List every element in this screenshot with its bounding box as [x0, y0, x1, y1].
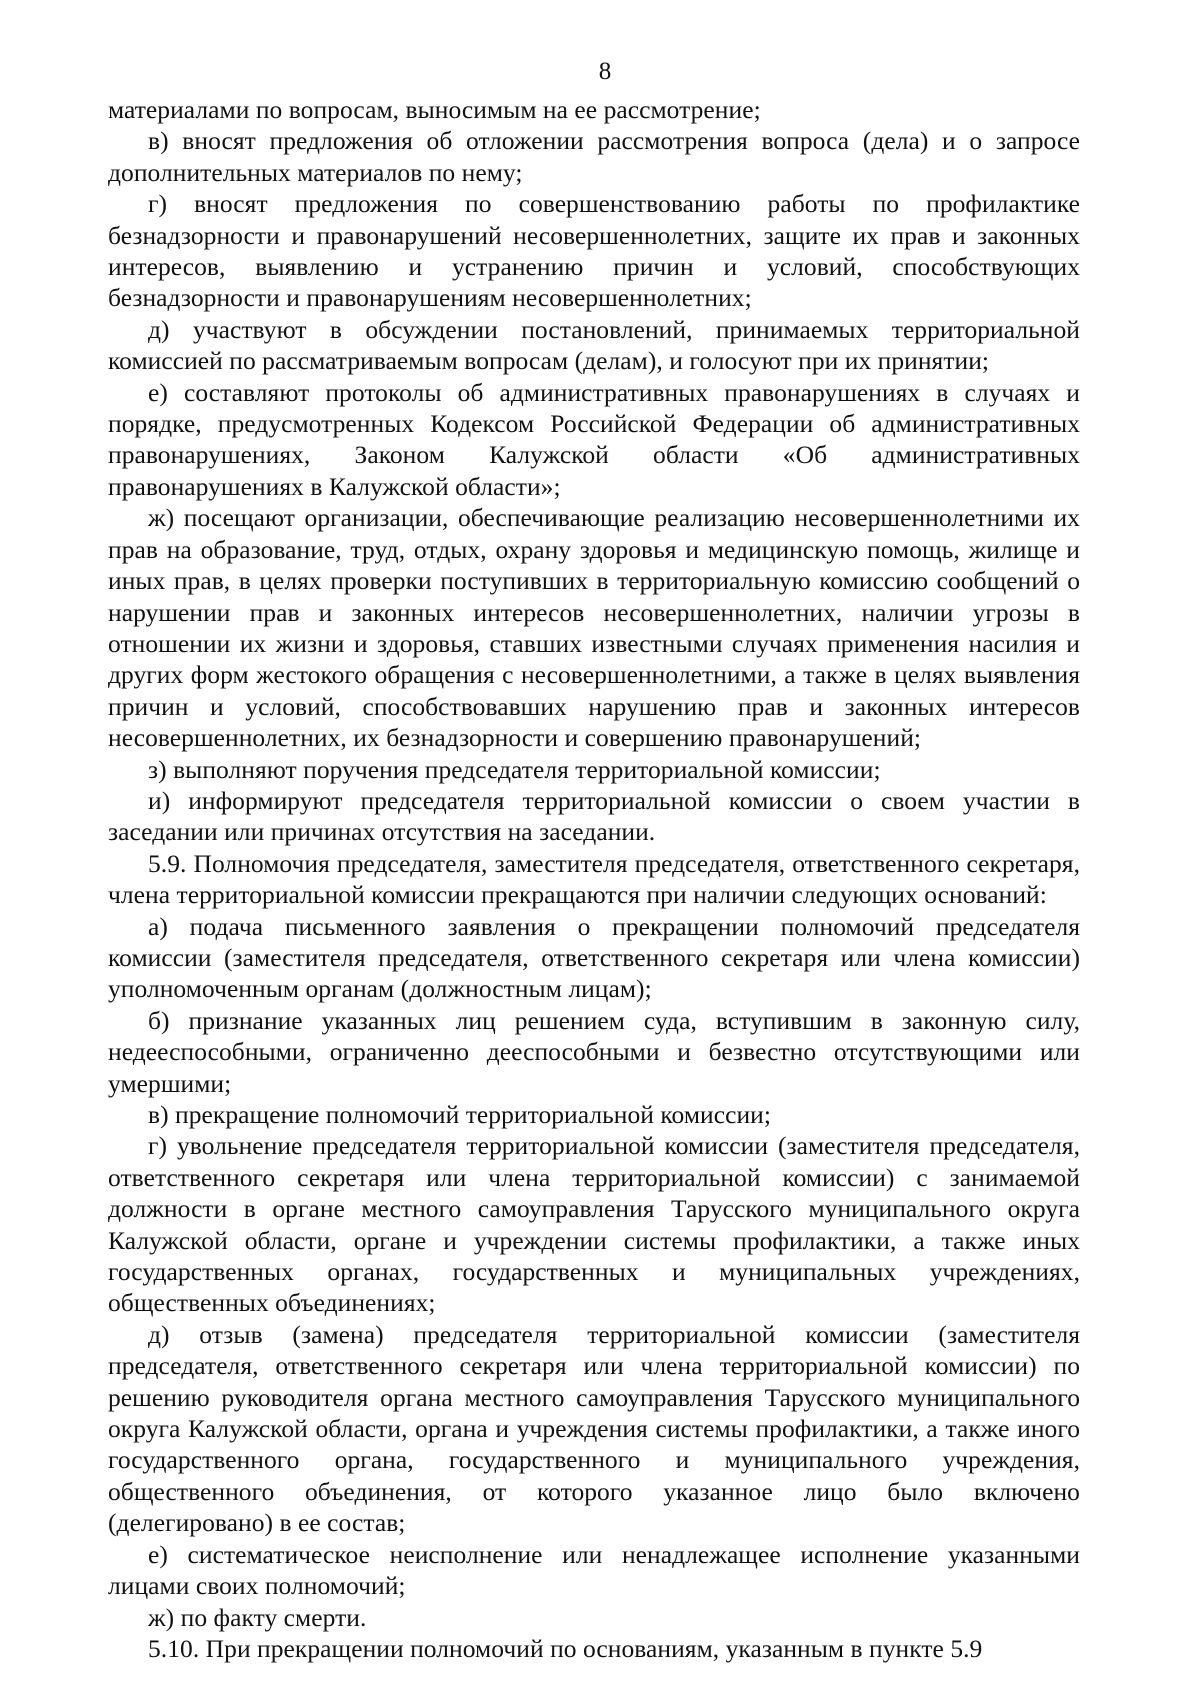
paragraph: е) систематическое неисполнение или ненадлежащее исполнение указанными лицами своих полномочий;	[108, 1539, 1080, 1601]
paragraph: г) увольнение председателя территориальной комиссии (заместителя председателя, ответственного секретаря или члена территориальной комиссии) с занимаемой должности в органе местного самоуправления Тарусского муниципального округа Калужской области, органе и учреждении системы профилактики, а также иных государственных органах, государственных и муниципальных учреждениях, общественных объединениях;	[108, 1131, 1080, 1318]
paragraph: е) составляют протоколы об административных правонарушениях в случаях и порядке, предусмотренных Кодексом Российской Федерации об административных правонарушениях, Законом Калужской области «Об административных правонарушениях в Калужской области»;	[108, 377, 1080, 501]
paragraph: г) вносят предложения по совершенствованию работы по профилактике безнадзорности и правонарушений несовершеннолетних, защите их прав и законных интересов, выявлению и устранению причин и условий, способствующих безнадзорности и правонарушениям несовершеннолетних;	[108, 189, 1080, 313]
paragraph: в) прекращение полномочий территориальной комиссии;	[148, 1100, 772, 1129]
paragraph: 5.10. При прекращении полномочий по основаниям, указанным в пункте 5.9	[148, 1633, 983, 1663]
paragraph: в) вносят предложения об отложении рассмотрения вопроса (дела) и о запросе дополнительных материалов по нему;	[108, 126, 1080, 187]
paragraph: ж) по факту смерти.	[148, 1602, 367, 1632]
paragraph: ж) посещают организации, обеспечивающие реализацию несовершеннолетними их прав на образование, труд, отдых, охрану здоровья и медицинскую помощь, жилище и иных прав, в целях проверки поступивших в территориальную комиссию сообщений о нарушении прав и законных интересов несовершеннолетних, наличии угрозы в отношении их жизни и здоровья, ставших известными случаях применения насилия и других форм жестокого обращения с несовершеннолетними, а также в целях выявления причин и условий, способствовавших нарушению прав и законных интересов несовершеннолетних, их безнадзорности и совершению правонарушений;	[108, 503, 1080, 753]
paragraph: 5.9. Полномочия председателя, заместителя председателя, ответственного секретаря, члена территориальной комиссии прекращаются при наличии следующих оснований:	[108, 848, 1080, 910]
paragraph: а) подача письменного заявления о прекращении полномочий председателя комиссии (заместителя председателя, ответственного секретаря или члена комиссии) уполномоченным органам (должностным лицам);	[108, 911, 1080, 1004]
paragraph: д) участвуют в обсуждении постановлений, принимаемых территориальной комиссией по рассматриваемым вопросам (делам), и голосуют при их принятии;	[108, 314, 1080, 376]
paragraph: з) выполняют поручения председателя территориальной комиссии;	[148, 754, 881, 784]
paragraph: б) признание указанных лиц решением суда, вступившим в законную силу, недееспособными, ограниченно дееспособными и безвестно отсутствующими или умершими;	[108, 1005, 1080, 1098]
page-number: 8	[598, 58, 612, 85]
paragraph: д) отзыв (замена) председателя территориальной комиссии (заместителя председателя, ответственного секретаря или члена территориальной комиссии) по решению руководителя органа местного самоуправления Тарусского муниципального округа Калужской области, органа и учреждения системы профилактики, а также иного государственного органа, государственного и муниципального учреждения, общественного объединения, от которого указанное лицо было включено (делегировано) в ее состав;	[108, 1319, 1080, 1538]
paragraph: и) информируют председателя территориальной комиссии о своем участии в заседании или причинах отсутствия на заседании.	[108, 785, 1080, 847]
paragraph: материалами по вопросам, выносимым на ее рассмотрение;	[108, 95, 761, 124]
